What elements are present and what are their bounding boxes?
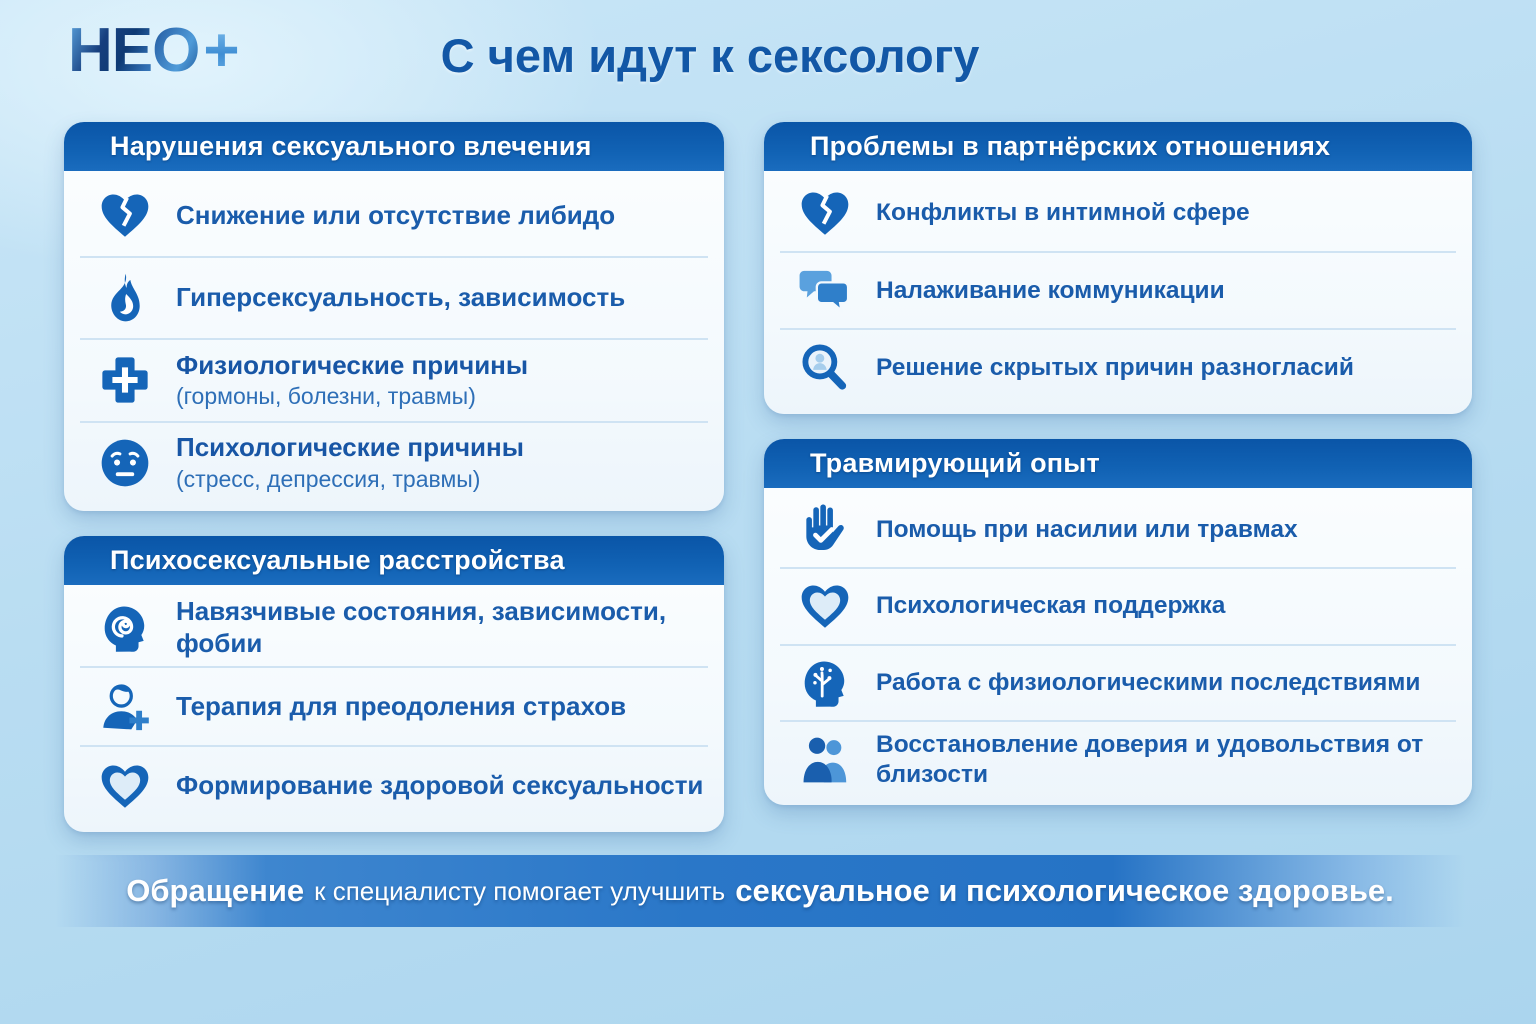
card-header — [64, 536, 724, 585]
card-title: Нарушения сексуального влечения — [110, 131, 592, 161]
list-item — [80, 745, 708, 824]
banner-lead-text: Обращение — [126, 873, 305, 908]
item-sublabel: (стресс, депрессия, травмы) — [176, 465, 481, 492]
banner-emphasis-text: сексуальное и психологическое здоровье. — [735, 873, 1394, 908]
heart-icon — [796, 578, 854, 634]
item-label: Формирование здоровой сексуальности — [176, 769, 704, 800]
card-body — [764, 488, 1472, 805]
item-label: Психологические причины — [176, 432, 524, 463]
item-label: Навязчивые состояния, зависимости, фобии — [176, 596, 667, 658]
broken-heart-icon — [96, 187, 154, 243]
item-sublabel: (гормоны, болезни, травмы) — [176, 383, 476, 410]
card-body — [64, 585, 724, 832]
item-label: Снижение или отсутствие либидо — [176, 199, 616, 230]
card-partner-relationship-problems — [764, 122, 1472, 414]
stop-hand-icon — [796, 501, 854, 557]
broken-heart-icon — [796, 185, 854, 241]
flame-icon — [96, 270, 154, 326]
list-item — [80, 175, 708, 256]
card-header — [764, 122, 1472, 171]
list-item — [780, 492, 1456, 567]
item-label: Восстановление доверия и удовольствия от близости — [876, 731, 1424, 788]
right-column — [764, 122, 1472, 805]
heart-icon — [96, 758, 154, 814]
list-item — [780, 251, 1456, 329]
item-label: Конфликты в интимной сфере — [876, 199, 1250, 227]
card-title: Проблемы в партнёрских отношениях — [810, 131, 1331, 161]
logo-text: НЕО — [68, 16, 200, 85]
list-item — [780, 175, 1456, 251]
person-plus-icon — [96, 679, 154, 735]
item-label: Физиологические причины — [176, 349, 529, 380]
medical-cross-icon — [96, 352, 154, 408]
magnifier-person-icon — [796, 340, 854, 396]
item-label: Терапия для преодоления страхов — [176, 690, 627, 721]
list-item — [780, 567, 1456, 644]
list-item — [780, 328, 1456, 406]
card-header — [764, 439, 1472, 488]
item-label: Налаживание коммуникации — [876, 276, 1225, 304]
card-body — [764, 171, 1472, 414]
card-title: Психосексуальные расстройства — [110, 545, 565, 575]
embrace-icon — [796, 732, 854, 788]
item-label: Гиперсексуальность, зависимость — [176, 282, 626, 313]
logo-plus-icon: + — [203, 16, 239, 85]
item-label: Помощь при насилии или травмах — [876, 515, 1298, 543]
chat-bubbles-icon — [796, 263, 854, 319]
page-header — [0, 0, 1536, 122]
neo-plus-logo — [68, 16, 239, 85]
list-item — [80, 421, 708, 504]
head-spiral-icon — [96, 600, 154, 656]
page-title: С чем идут к сексологу — [440, 29, 980, 82]
card-psychosexual-disorders — [64, 536, 724, 832]
item-label: Решение скрытых причин разногласий — [876, 354, 1354, 382]
cards-grid — [0, 122, 1536, 832]
left-column — [64, 122, 724, 832]
worried-face-icon — [96, 435, 154, 491]
list-item — [80, 256, 708, 339]
footer-banner — [55, 855, 1465, 927]
card-body — [64, 171, 724, 511]
card-traumatic-experience — [764, 439, 1472, 805]
item-label: Работа с физиологическими последствиями — [876, 669, 1421, 697]
list-item — [80, 666, 708, 745]
list-item — [780, 644, 1456, 721]
card-sexual-desire-disorders — [64, 122, 724, 511]
head-tree-icon — [796, 655, 854, 711]
list-item — [80, 338, 708, 421]
card-header — [64, 122, 724, 171]
list-item — [80, 589, 708, 666]
card-title: Травмирующий опыт — [810, 448, 1100, 478]
list-item — [780, 720, 1456, 797]
item-label: Психологическая поддержка — [876, 592, 1226, 620]
banner-middle-text: к специалисту помогает улучшить — [314, 875, 726, 906]
